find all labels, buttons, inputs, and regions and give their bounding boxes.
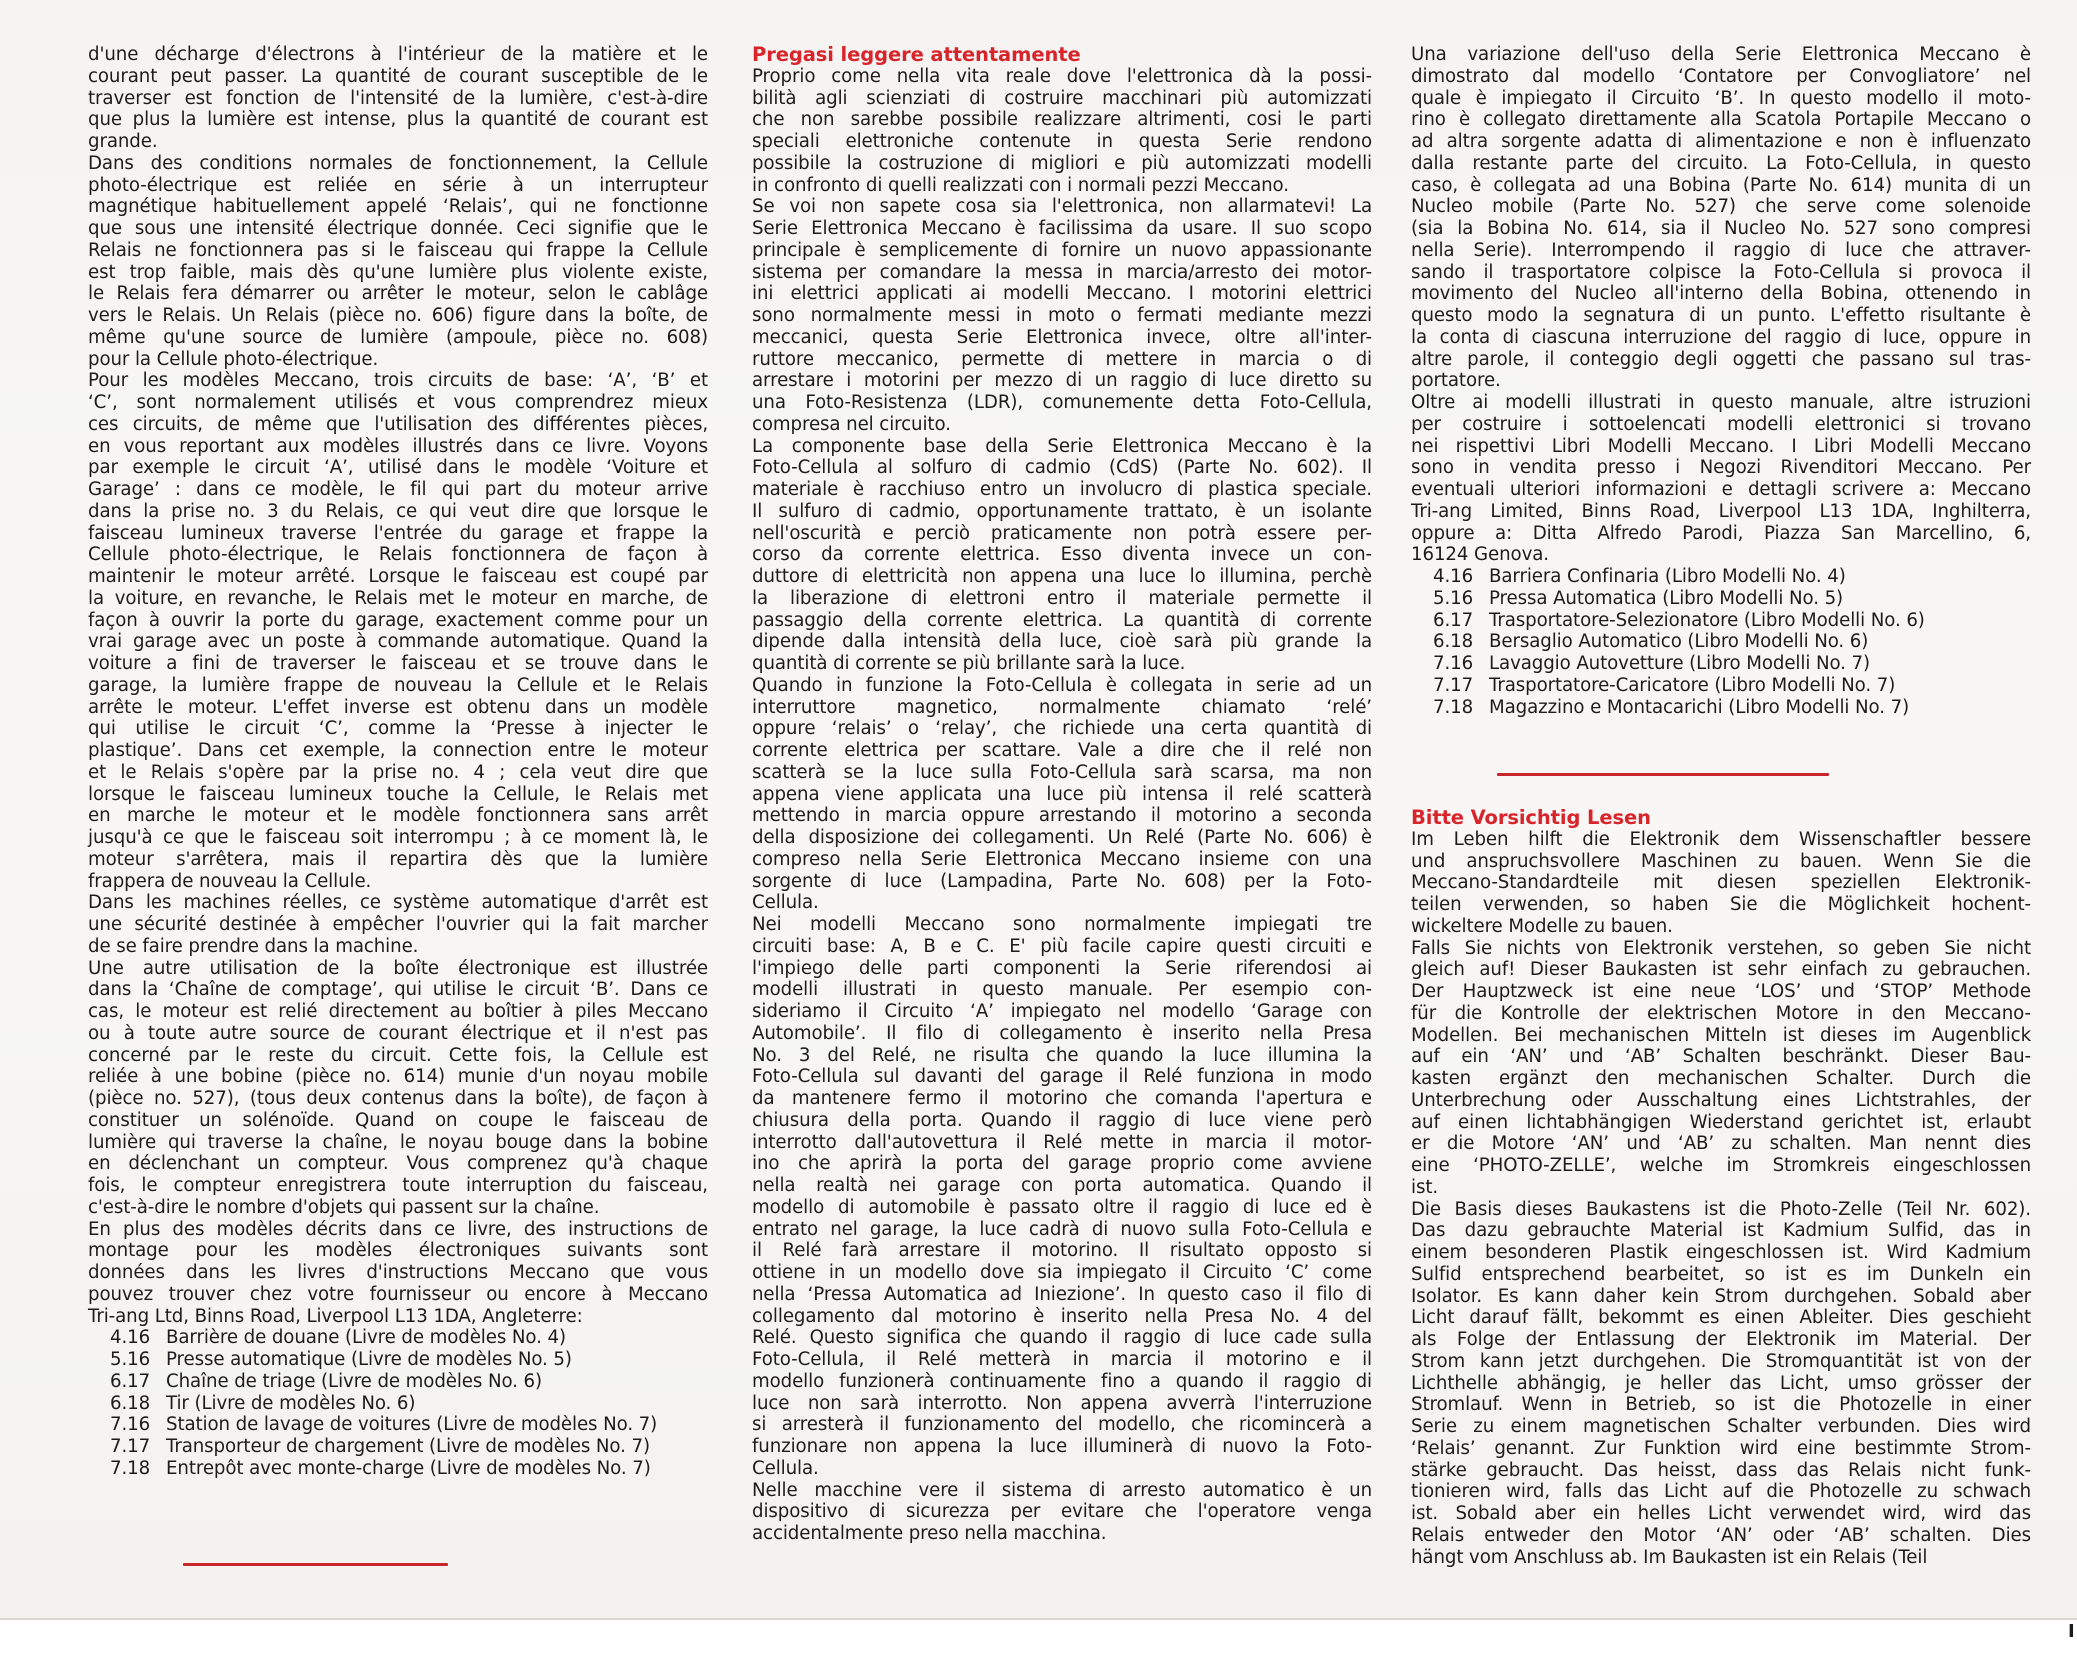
divider-rule-right xyxy=(1497,773,1829,776)
text-line: Il sulfuro di cadmio, opportunamente trattato, è un isolante xyxy=(752,500,1372,522)
text-line: vers le Relais. Un Relais (pièce no. 606) figure dans la boîte, de xyxy=(88,305,708,326)
text-line: lumière qui traverse la chaîne, le noyau bouge dans la bobine xyxy=(88,1131,708,1153)
model-list-item xyxy=(88,1371,708,1393)
text-line: quale è impiegato il Circuito ‘B’. In questo modello il moto- xyxy=(1411,87,2031,109)
text-line: passaggio della corrente elettrica. La quantità di corrente xyxy=(752,609,1372,631)
model-number: 4.16 xyxy=(110,1327,151,1349)
text-line: garage, la lumière frappe de nouveau la Cellule et le Relais xyxy=(88,674,708,696)
model-name: Pressa Automatica (Libro Modelli No. 5) xyxy=(1489,587,1844,609)
text-line: funzionare non appena la luce illuminerà di nuovo la Foto- xyxy=(752,1436,1372,1457)
text-line: ces circuits, de même que l'utilisation des différentes pièces, xyxy=(88,413,708,435)
text-line: luce non sarà interrotto. Non appena avverrà l'interruzione xyxy=(752,1392,1372,1414)
text-line: einem besonderen Plastik eingeschlossen ist. Wird Kadmium xyxy=(1411,1242,2031,1263)
model-name: Trasportatore-Caricatore (Libro Modelli No. 7) xyxy=(1489,674,1896,696)
text-line: ou à toute autre source de courant électrique et il n'est pas xyxy=(88,1022,708,1044)
text-line: che non sarebbe possibile realizzare altrimenti, cosi le parti xyxy=(752,109,1372,131)
text-line: mettendo in marcia oppure arrestando il motorino a seconda xyxy=(752,805,1372,827)
text-line: dans la ‘Chaîne de comptage’, qui utilise le circuit ‘B’. Dans ce xyxy=(88,979,708,1001)
model-list-item xyxy=(1411,675,2031,697)
model-list-item xyxy=(1411,631,2031,653)
text-line: Quando in funzione la Foto-Cellula è collegata in serie ad un xyxy=(752,674,1372,696)
model-number: 5.16 xyxy=(1433,587,1474,609)
text-line: c'est-à-dire le nombre d'objets qui passent sur la chaîne. xyxy=(88,1196,600,1218)
text-line: Im Leben hilft die Elektronik dem Wissenschaftler bessere xyxy=(1411,828,2031,850)
model-list-item xyxy=(1411,653,2031,675)
text-line: modello funzionerà continuamente fino a quando il raggio di xyxy=(752,1370,1372,1392)
french-text xyxy=(88,44,708,1327)
text-line: Tri-ang Limited, Binns Road, Liverpool L13 1DA, Inghilterra, xyxy=(1411,500,2031,522)
text-line: dimostrato dal modello ‘Contatore per Convogliatore’ nel xyxy=(1411,65,2031,87)
text-line: Foto-Cellula al solfuro di cadmio (CdS) (Parte No. 602). Il xyxy=(752,457,1372,479)
text-line: appena viene applicata una luce più intensa il relé scatterà xyxy=(752,783,1372,805)
text-line: materiale è racchiuso entro un involucro di plastica speciale. xyxy=(752,479,1372,500)
text-line: modelli illustrati in questo manuale. Per esempio con- xyxy=(752,979,1372,1001)
text-line: Nei modelli Meccano sono normalmente impiegati tre xyxy=(752,914,1372,935)
model-name: Tir (Livre de modèles No. 6) xyxy=(166,1392,416,1414)
text-line: en marche le moteur et le modèle fonctionnera sans arrêt xyxy=(88,805,708,827)
text-line: lorsque le faisceau lumineux touche la Cellule, le Relais met xyxy=(88,783,708,805)
model-name: Barriera Confinaria (Libro Modelli No. 4) xyxy=(1489,566,1846,587)
text-line: une sécurité destinée à empêcher l'ouvrier qui la fait marcher xyxy=(88,914,708,935)
text-line: gleich auf! Dieser Baukasten ist sehr einfach zu gebrauchen. xyxy=(1411,959,2031,981)
text-line: dalla restante parte del circuito. La Foto-Cellula, in questo xyxy=(1411,152,2031,174)
text-line: Foto-Cellula, il Relé metterà in marcia il motorino e il xyxy=(752,1349,1372,1370)
model-number: 7.18 xyxy=(1433,696,1474,718)
model-number: 6.18 xyxy=(1433,631,1474,653)
text-line: nella ‘Pressa Automatica ad Iniezione’. In questo caso il filo di xyxy=(752,1283,1372,1305)
text-line: er die Motore ‘AN’ und ‘AB’ zu schalten. Man nennt dies xyxy=(1411,1133,2031,1155)
text-line: sono normalmente messi in moto o fermati mediante mezzi xyxy=(752,305,1372,326)
text-line: della disposizione dei collegamenti. Un Relé (Parte No. 606) è xyxy=(752,827,1372,848)
text-line: montage pour les modèles électroniques suivants sont xyxy=(88,1240,708,1262)
text-line: magnétique habituellement appelé ‘Relais’, qui ne fonctionne xyxy=(88,196,708,218)
text-line: dipende dalla intensità della luce, cioè sarà più grande la xyxy=(752,631,1372,653)
text-line: da mantenere fermo il motorino che comanda l'apertura e xyxy=(752,1088,1372,1109)
text-line: maintenir le moteur arrêté. Lorsque le faisceau est coupé par xyxy=(88,566,708,587)
text-line: (pièce no. 527), (tous deux contenus dans la boîte), de façon à xyxy=(88,1088,708,1109)
italian-model-list xyxy=(1411,566,2031,718)
text-line: même qu'une source de lumière (ampoule, pièce no. 608) xyxy=(88,326,708,348)
text-line: compresa nel circuito. xyxy=(752,413,951,435)
model-list-item xyxy=(88,1349,708,1371)
text-line: als Folge der Entlassung der Elektronik im Material. Der xyxy=(1411,1329,2031,1350)
text-line: corrente elettrica per scattare. Vale a dire che il relé non xyxy=(752,740,1372,761)
text-line: faisceau lumineux traverse l'entrée du garage et frappe la xyxy=(88,522,708,544)
text-line: En plus des modèles décrits dans ce livre, des instructions de xyxy=(88,1218,708,1240)
model-list-item xyxy=(88,1327,708,1349)
text-line: bilità agli scienziati di costruire macchinari più automizzati xyxy=(752,87,1372,109)
text-line: sideriamo il Circuito ‘A’ impiegato nel modello ‘Garage con xyxy=(752,1001,1372,1022)
column-right xyxy=(1411,44,2031,718)
italian-text xyxy=(752,66,1372,1545)
text-line: und anspruchsvollere Maschinen zu bauen. Wenn Sie die xyxy=(1411,850,2031,872)
text-line: cas, le moteur est relié directement au boîtier à piles Meccano xyxy=(88,1001,708,1022)
text-line: l'impiego delle parti componenti la Serie riferendosi ai xyxy=(752,957,1372,979)
text-line: fois, le compteur enregistrera toute interruption du faisceau, xyxy=(88,1175,708,1196)
text-line: eine ‘PHOTO-ZELLE’, welche im Stromkreis eingeschlossen xyxy=(1411,1155,2031,1176)
text-line: Cellule photo-électrique, le Relais fonctionnera de façon à xyxy=(88,544,708,566)
text-line: plastique’. Dans cet exemple, la connection entre le moteur xyxy=(88,740,708,761)
model-number: 7.16 xyxy=(110,1414,151,1436)
text-line: meccanici, questa Serie Elettronica invece, oltre all'inter- xyxy=(752,326,1372,348)
text-line: voiture a fini de traverser le faisceau et se trouve dans le xyxy=(88,653,708,674)
text-line: en vous reportant aux modèles illustrés dans ce livre. Voyons xyxy=(88,435,708,457)
text-line: Nelle macchine vere il sistema di arresto automatico è un xyxy=(752,1479,1372,1501)
model-number: 6.17 xyxy=(1433,609,1474,631)
text-line: façon à ouvrir la porte du garage, exactement comme pour un xyxy=(88,609,708,631)
text-line: Serie Elettronica Meccano è facilissima da usare. Il suo scopo xyxy=(752,218,1372,239)
text-line: sando il trasportatore colpisce la Foto-Cellula si provoca il xyxy=(1411,261,2031,283)
model-number: 7.18 xyxy=(110,1457,151,1479)
text-line: il Relé farà arrestare il motorino. Il risultato opposto si xyxy=(752,1240,1372,1262)
text-line: Sulfid entsprechend bearbeitet, so ist es im Dunkeln ein xyxy=(1411,1263,2031,1285)
text-line: Pour les modèles Meccano, trois circuits de base: ‘A’, ‘B’ et xyxy=(88,370,708,392)
text-line: Foto-Cellula sul davanti del garage il Relé funziona in modo xyxy=(752,1066,1372,1088)
text-line: la liberazione di elettroni entro il materiale permette il xyxy=(752,587,1372,609)
text-line: qui utilise le circuit ‘C’, comme la ‘Presse à injecter le xyxy=(88,718,708,740)
text-line: altre parole, il conteggio degli oggetti che passano sul tras- xyxy=(1411,348,2031,370)
text-line: tionieren wird, falls das Licht auf die Photozelle zu schwach xyxy=(1411,1481,2031,1503)
model-name: Trasportatore-Selezionatore (Libro Modelli No. 6) xyxy=(1489,609,1925,631)
text-line: sistema per comandare la messa in marcia/arresto dei motor- xyxy=(752,261,1372,283)
text-line: scatterà se la luce sulla Foto-Cellula sarà scarsa, ma non xyxy=(752,761,1372,783)
model-number: 6.17 xyxy=(110,1370,151,1392)
text-line: Relais ne fonctionnera pas si le faisceau qui frappe la Cellule xyxy=(88,239,708,261)
german-text xyxy=(1411,829,2031,1569)
text-line: traverser est fonction de l'intensité de la lumière, c'est-à-dire xyxy=(88,87,708,109)
text-line: grande. xyxy=(88,131,158,152)
italian-heading: Pregasi leggere attentamente xyxy=(752,43,1081,66)
text-line: auf einen lichtabhängigen Wiederstand gerichtet ist, erlaubt xyxy=(1411,1111,2031,1133)
text-line: portatore. xyxy=(1411,370,1501,392)
text-line: speciali elettroniche contenute in questa Serie rendono xyxy=(752,131,1372,152)
text-line: Lichthelle abhängig, je heller das Licht, umso grösser der xyxy=(1411,1372,2031,1394)
text-line: Une autre utilisation de la boîte électronique est illustrée xyxy=(88,957,708,979)
text-line: Meccano-Standardteile mit diesen speziellen Elektronik- xyxy=(1411,872,2031,894)
text-line: Licht darauf fällt, bekommt es einen Ableiter. Dies geschieht xyxy=(1411,1307,2031,1329)
text-line: que sous une intensité électrique donnée. Ceci signifie que le xyxy=(88,218,708,239)
model-list-item xyxy=(1411,566,2031,588)
text-line: chiusura della porta. Quando il raggio di luce viene però xyxy=(752,1109,1372,1131)
text-line: ad altra sorgente adatta di alimentazione e non è influenzato xyxy=(1411,131,2031,152)
text-line: d'une décharge d'électrons à l'intérieur de la matière et le xyxy=(88,44,708,65)
text-line: principale è semplicemente di fornire un nuovo appassionante xyxy=(752,239,1372,261)
text-line: Strom kann jetzt durchgehen. Die Stromquantität ist von der xyxy=(1411,1350,2031,1372)
model-list-item xyxy=(88,1393,708,1415)
text-line: 16124 Genova. xyxy=(1411,544,1549,566)
model-list-item xyxy=(88,1414,708,1436)
column-italian xyxy=(752,44,1372,1545)
text-line: que plus la lumière est intense, plus la quantité de courant est xyxy=(88,109,708,131)
text-line: in confronto di quelli realizzati con i normali pezzi Meccano. xyxy=(752,174,1289,196)
text-line: entrato nel garage, la luce cadrà di nuovo sulla Foto-Cellula e xyxy=(752,1218,1372,1240)
text-line: interrotto dall'autovettura il Relé mette in marcia il motor- xyxy=(752,1131,1372,1153)
text-line: possibile la costruzione di migliori e più automizzati modelli xyxy=(752,152,1372,174)
text-line: collegamento dal motorino è inserito nella Presa No. 4 del xyxy=(752,1305,1372,1327)
text-line: moteur s'arrêtera, mais il repartira dès que la lumière xyxy=(88,848,708,870)
model-number: 6.18 xyxy=(110,1392,151,1414)
model-name: Chaîne de triage (Livre de modèles No. 6) xyxy=(166,1370,542,1392)
text-line: wickeltere Modelle zu bauen. xyxy=(1411,915,1673,937)
divider-rule-french xyxy=(183,1563,448,1566)
text-line: una Foto-Resistenza (LDR), comunemente detta Foto-Cellula, xyxy=(752,392,1372,413)
text-line: (sia la Bobina No. 614, sia il Nucleo No. 527 sono compresi xyxy=(1411,218,2031,239)
text-line: La componente base della Serie Elettronica Meccano è la xyxy=(752,435,1372,457)
model-number: 7.17 xyxy=(1433,674,1474,696)
model-name: Station de lavage de voitures (Livre de modèles No. 7) xyxy=(166,1414,658,1436)
text-line: par exemple le circuit ‘A’, utilisé dans le modèle ‘Voiture et xyxy=(88,457,708,479)
model-name: Transporteur de chargement (Livre de modèles No. 7) xyxy=(166,1436,650,1457)
text-line: Serie zu einem magnetischen Schalter verbunden. Dies wird xyxy=(1411,1416,2031,1437)
text-line: Relais entweder den Motor ‘AN’ oder ‘AB’ schalten. Dies xyxy=(1411,1524,2031,1546)
french-model-list xyxy=(88,1327,708,1479)
model-list-item xyxy=(88,1436,708,1458)
text-line: questo modo la segnatura di un punto. L'effetto risultante è xyxy=(1411,305,2031,326)
model-list-item xyxy=(1411,588,2031,610)
model-name: Entrepôt avec monte-charge (Livre de modèles No. 7) xyxy=(166,1457,651,1479)
text-line: la conta di ciascuna interruzione del raggio di luce, oppure in xyxy=(1411,326,2031,348)
column-french xyxy=(88,44,708,1480)
text-line: rino è collegato direttamente alla Scatola Portapile Meccano o xyxy=(1411,109,2031,131)
text-line: auf ein ‘AN’ und ‘AB’ Schalten beschränkt. Dieser Bau- xyxy=(1411,1046,2031,1068)
text-line: interruttore magnetico, normalmente chiamato ‘relé’ xyxy=(752,696,1372,718)
text-line: Una variazione dell'uso della Serie Elettronica Meccano è xyxy=(1411,44,2031,65)
model-name: Barrière de douane (Livre de modèles No. 4) xyxy=(166,1327,566,1349)
text-line: nell'oscurità e perciò praticamente non potrà essere per- xyxy=(752,522,1372,544)
text-line: modello di automobile è passato oltre il raggio di luce ed è xyxy=(752,1196,1372,1218)
text-line: duttore di elettricità non appena una luce lo illumina, perchè xyxy=(752,566,1372,587)
text-line: teilen verwenden, so haben Sie die Möglichkeit hochent- xyxy=(1411,894,2031,915)
text-line: quantità di corrente se più brillante sarà la luce. xyxy=(752,653,1186,674)
text-line: dispositivo di sicurezza per evitare che l'operatore venga xyxy=(752,1501,1372,1523)
text-line: oppure ‘relais’ o ‘relay’, che richiede una certa quantità di xyxy=(752,718,1372,740)
german-heading: Bitte Vorsichtig Lesen xyxy=(1411,806,1651,829)
text-line: reliée à une bobine (pièce no. 614) munie d'un noyau mobile xyxy=(88,1066,708,1088)
text-line: Cellula. xyxy=(752,1457,819,1479)
text-line: concerné par le reste du circuit. Cette fois, la Cellule est xyxy=(88,1044,708,1066)
text-line: vrai garage avec un poste à commande automatique. Quand la xyxy=(88,631,708,653)
model-number: 7.17 xyxy=(110,1436,151,1457)
text-line: et le Relais s'opère par la prise no. 4 ; cela veut dire que xyxy=(88,761,708,783)
text-line: für die Kontrolle der elektrischen Motore in den Meccano- xyxy=(1411,1002,2031,1024)
text-line: oppure a: Ditta Alfredo Parodi, Piazza San Marcellino, 6, xyxy=(1411,522,2031,544)
text-line: pouvez trouver chez votre fournisseur ou encore à Meccano xyxy=(88,1283,708,1305)
text-line: ‘Relais’ genannt. Zur Funktion wird eine bestimmte Strom- xyxy=(1411,1437,2031,1459)
text-line: eventuali ulteriori informazioni e dettagli scrivere a: Meccano xyxy=(1411,479,2031,500)
text-line: Der Hauptzweck ist eine neue ‘LOS’ und ‘STOP’ Methode xyxy=(1411,981,2031,1002)
column-german xyxy=(1411,807,2031,1568)
text-line: Modellen. Bei mechanischen Mitteln ist dieses im Augenblick xyxy=(1411,1024,2031,1046)
text-line: en déclenchant un compteur. Vous comprenez qu'à chaque xyxy=(88,1153,708,1175)
text-line: sorgente di luce (Lampadina, Parte No. 608) per la Foto- xyxy=(752,870,1372,892)
text-line: ist. Sobald aber ein helles Licht verwendet wird, wird das xyxy=(1411,1503,2031,1524)
text-line: ruttore meccanico, permette di mettere in marcia o di xyxy=(752,348,1372,370)
text-line: ‘C’, sont normalement utilisés et vous comprendrez mieux xyxy=(88,392,708,413)
text-line: caso, è collegata ad una Bobina (Parte No. 614) munita di un xyxy=(1411,174,2031,196)
text-line: arrête le moteur. L'effet inverse est obtenu dans un modèle xyxy=(88,696,708,718)
text-line: frappera de nouveau la Cellule. xyxy=(88,870,372,892)
text-line: Garage’ : dans ce modèle, le fil qui part du moteur arrive xyxy=(88,479,708,500)
text-line: Unterbrechung oder Ausschaltung eines Lichtstrahles, der xyxy=(1411,1089,2031,1111)
model-number: 5.16 xyxy=(110,1349,151,1370)
model-number: 4.16 xyxy=(1433,566,1474,587)
text-line: Stromlauf. Wenn in Betrieb, so ist die Photozelle in einer xyxy=(1411,1394,2031,1416)
text-line: ottiene in un modello dove sia impiegato il Circuito ‘C’ come xyxy=(752,1262,1372,1283)
text-line: nella realtà nei garage con porta automatica. Quando il xyxy=(752,1175,1372,1196)
model-name: Presse automatique (Livre de modèles No. 5) xyxy=(166,1349,572,1370)
text-line: per costruire i sottoelencati modelli elettronici si trovano xyxy=(1411,413,2031,435)
text-line: constituer un solénoïde. Quand on coupe le faisceau de xyxy=(88,1109,708,1131)
text-line: compreso nella Serie Elettronica Meccano insieme con una xyxy=(752,848,1372,870)
text-line: Die Basis dieses Baukastens ist die Photo-Zelle (Teil Nr. 602). xyxy=(1411,1198,2031,1220)
text-line: Tri-ang Ltd, Binns Road, Liverpool L13 1DA, Angleterre: xyxy=(88,1305,583,1327)
model-list-item xyxy=(1411,697,2031,719)
text-line: arrestare i motorini per mezzo di un raggio di luce diretto su xyxy=(752,370,1372,392)
text-line: Dans les machines réelles, ce système automatique d'arrêt est xyxy=(88,892,708,914)
text-line: No. 3 del Relé, ne risulta che quando la luce illumina la xyxy=(752,1044,1372,1066)
text-line: kasten ergänzt den mechanischen Schalter. Durch die xyxy=(1411,1068,2031,1089)
text-line: Cellula. xyxy=(752,892,819,914)
model-name: Bersaglio Automatico (Libro Modelli No. 6) xyxy=(1489,631,1869,653)
text-line: Nucleo mobile (Parte No. 527) che serve come solenoide xyxy=(1411,196,2031,218)
text-line: données dans les livres d'instructions Meccano que vous xyxy=(88,1262,708,1283)
text-line: jusqu'à ce que le faisceau soit interrompu ; à ce moment là, le xyxy=(88,827,708,848)
text-line: le Relais fera démarrer ou arrêter le moteur, selon le cablâge xyxy=(88,283,708,305)
text-line: la voiture, en revanche, le Relais met le moteur en marche, de xyxy=(88,587,708,609)
text-line: circuiti base: A, B e C. E' più facile capire questi circuiti e xyxy=(752,935,1372,957)
text-line: est trop faible, mais dès qu'une lumière plus violente existe, xyxy=(88,261,708,283)
text-line: Proprio come nella vita reale dove l'elettronica dà la possi- xyxy=(752,65,1372,87)
text-line: stärke gebraucht. Das heisst, dass das Relais nicht funk- xyxy=(1411,1459,2031,1481)
text-line: Isolator. Es kann daher kein Strom durchgehen. Sobald aber xyxy=(1411,1285,2031,1307)
text-line: Automobile’. Il filo di collegamento è inserito nella Presa xyxy=(752,1022,1372,1044)
text-line: nella Serie). Interrompendo il raggio di luce che attraver- xyxy=(1411,239,2031,261)
text-line: corso da corrente elettrica. Esso diventa invece un con- xyxy=(752,544,1372,566)
text-line: nei rispettivi Libri Modelli Meccano. I Libri Modelli Meccano xyxy=(1411,435,2031,457)
model-name: Magazzino e Montacarichi (Libro Modelli No. 7) xyxy=(1489,696,1910,718)
model-number: 7.16 xyxy=(1433,653,1474,674)
text-line: ino che aprirà la porta del garage proprio come avviene xyxy=(752,1153,1372,1175)
text-line: de se faire prendre dans la machine. xyxy=(88,935,419,957)
text-line: Das dazu gebrauchte Material ist Kadmium Sulfid, das in xyxy=(1411,1220,2031,1242)
text-line: ini elettrici applicati ai modelli Meccano. I motorini elettrici xyxy=(752,283,1372,305)
text-line: si arresterà il funzionamento del modello, che ricomincerà a xyxy=(752,1414,1372,1436)
page-number: I xyxy=(2068,1621,2075,1642)
model-list-item xyxy=(88,1458,708,1480)
text-line: accidentalmente preso nella macchina. xyxy=(752,1523,1107,1544)
model-name: Lavaggio Autovetture (Libro Modelli No. 7) xyxy=(1489,653,1871,674)
text-line: Oltre ai modelli illustrati in questo manuale, altre istruzioni xyxy=(1411,392,2031,413)
page-bottom-edge xyxy=(0,1618,2077,1662)
text-line: photo-électrique est reliée en série à un interrupteur xyxy=(88,174,708,196)
text-line: dans la prise no. 3 du Relais, ce qui veut dire que lorsque le xyxy=(88,500,708,522)
text-line: hängt vom Anschluss ab. Im Baukasten ist ein Relais (Teil xyxy=(1411,1546,1928,1568)
text-line: Dans des conditions normales de fonctionnement, la Cellule xyxy=(88,152,708,174)
text-line: sono in vendita presso i Negozi Rivenditori Meccano. Per xyxy=(1411,457,2031,479)
text-line: ist. xyxy=(1411,1176,1439,1198)
text-line: movimento del Nucleo all'interno della Bobina, ottenendo in xyxy=(1411,283,2031,305)
text-line: pour la Cellule photo-électrique. xyxy=(88,348,379,370)
text-line: Relé. Questo significa che quando il raggio di luce cade sulla xyxy=(752,1327,1372,1349)
italian-continued-text xyxy=(1411,44,2031,566)
text-line: Falls Sie nichts von Elektronik verstehen, so geben Sie nicht xyxy=(1411,937,2031,959)
text-line: Se voi non sapete cosa sia l'elettronica, non allarmatevi! La xyxy=(752,196,1372,218)
model-list-item xyxy=(1411,610,2031,632)
text-line: courant peut passer. La quantité de courant susceptible de le xyxy=(88,65,708,87)
